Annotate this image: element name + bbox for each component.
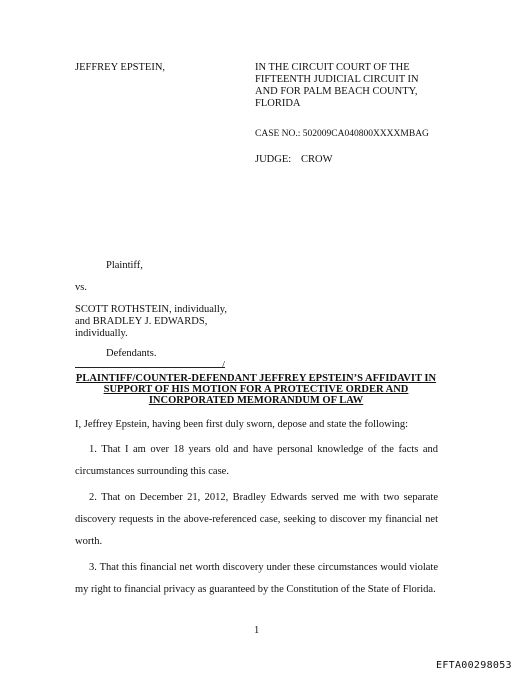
paragraph-line: worth. — [75, 536, 103, 547]
court-line: FLORIDA — [255, 98, 301, 109]
paragraph-line: circumstances surrounding this case. — [75, 466, 229, 477]
court-line: FIFTEENTH JUDICIAL CIRCUIT IN — [255, 74, 419, 85]
defendant-line: and BRADLEY J. EDWARDS, — [75, 316, 208, 327]
defendant-role: Defendants. — [106, 348, 157, 359]
bates-number: EFTA00298053 — [436, 660, 512, 671]
judge-name: CROW — [301, 154, 333, 165]
court-name — [255, 62, 430, 110]
title-line: PLAINTIFF/COUNTER-DEFENDANT JEFFREY EPSTEIN’S AFFIDAVIT IN — [75, 373, 437, 384]
paragraph-line: 3. That this financial net worth discovery under these circumstances would violate — [89, 562, 438, 573]
paragraph-1 — [75, 439, 438, 483]
caption-divider — [75, 367, 225, 368]
intro-statement: I, Jeffrey Epstein, having been first duly sworn, depose and state the following: — [75, 419, 409, 430]
plaintiff-role: Plaintiff, — [106, 260, 143, 271]
title-line: INCORPORATED MEMORANDUM OF LAW — [148, 395, 364, 406]
paragraph-line: 2. That on December 21, 2012, Bradley Edwards served me with two separate — [89, 492, 438, 503]
defendant-line: individually. — [75, 328, 128, 339]
paragraph-line: 1. That I am over 18 years old and have personal knowledge of the facts and — [89, 444, 438, 455]
paragraph-line: my right to financial privacy as guaranteed by the Constitution of the State of Florida. — [75, 584, 436, 595]
page-number: 1 — [254, 625, 260, 636]
paragraph-3 — [75, 557, 438, 601]
court-line: IN THE CIRCUIT COURT OF THE — [255, 62, 410, 73]
paragraph-line: discovery requests in the above-referenced case, seeking to discover my financial net — [75, 514, 438, 525]
court-line: AND FOR PALM BEACH COUNTY, — [255, 86, 418, 97]
title-line: SUPPORT OF HIS MOTION FOR A PROTECTIVE ORDER AND — [103, 384, 409, 395]
case-number: CASE NO.: 502009CA040800XXXXMBAG — [255, 129, 429, 139]
paragraph-2 — [75, 487, 438, 553]
defendants — [75, 304, 275, 340]
judge-line — [255, 154, 333, 166]
plaintiff-name: JEFFREY EPSTEIN, — [75, 62, 166, 73]
judge-label: JUDGE: — [255, 154, 292, 165]
defendant-line: SCOTT ROTHSTEIN, individually, — [75, 304, 227, 315]
document-title — [70, 373, 442, 406]
caption-slash: / — [222, 360, 225, 371]
versus: vs. — [75, 282, 87, 293]
